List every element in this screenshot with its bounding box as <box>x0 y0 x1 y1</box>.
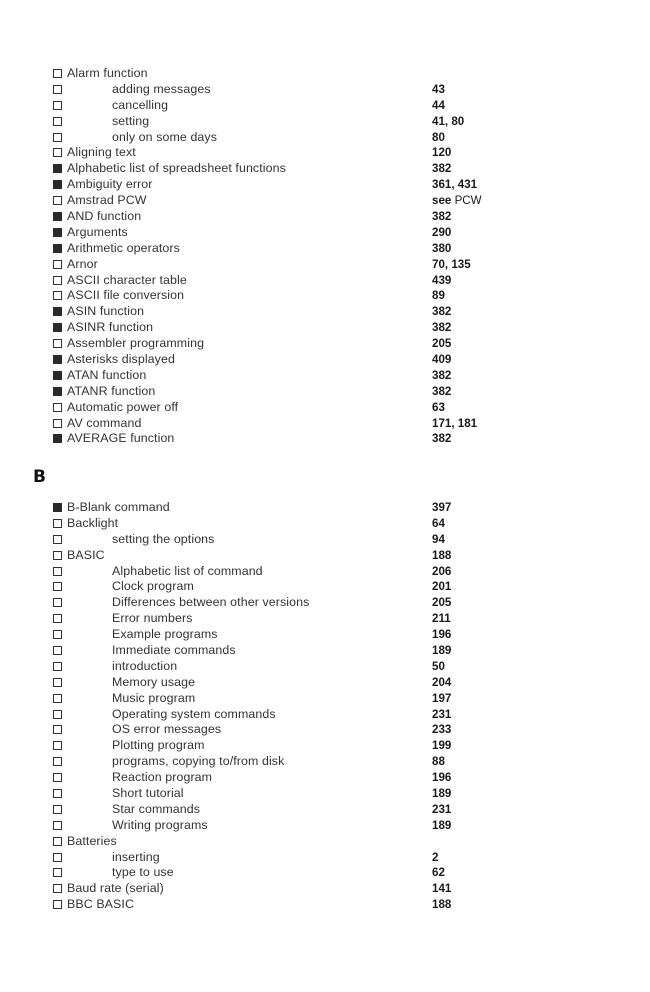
index-subentry <box>50 738 570 754</box>
index-term: Immediate commands <box>112 643 236 658</box>
page-references <box>432 288 445 304</box>
empty-checkbox-icon <box>53 821 62 830</box>
index-subentry <box>50 98 570 114</box>
filled-square-marker-icon <box>53 371 62 380</box>
index-entry <box>50 897 570 913</box>
page-references <box>432 564 451 580</box>
page-references <box>432 802 451 818</box>
index-term: B-Blank command <box>67 500 170 514</box>
empty-checkbox-icon <box>53 678 62 687</box>
index-term: Arnor <box>67 256 98 271</box>
page-numbers: 197 <box>432 691 452 705</box>
index-term: AV command <box>67 415 142 430</box>
index-subentry <box>50 643 570 659</box>
empty-checkbox-icon <box>53 567 62 576</box>
index-entry <box>50 400 570 416</box>
index-entry <box>50 161 570 177</box>
index-entry <box>50 431 570 447</box>
empty-checkbox-icon <box>53 276 62 285</box>
index-term: Arguments <box>67 224 128 239</box>
page-numbers: 380 <box>432 241 452 255</box>
index-entry <box>50 273 570 289</box>
index-term: Alphabetic list of spreadsheet functions <box>67 161 286 176</box>
page-references <box>432 707 451 723</box>
index-term: Arithmetic operators <box>67 240 180 255</box>
empty-checkbox-icon <box>53 646 62 655</box>
index-section-b <box>50 500 570 913</box>
page-numbers: 211 <box>432 612 451 626</box>
page-numbers: 409 <box>432 353 452 367</box>
index-subentry <box>50 659 570 675</box>
page-numbers: 397 <box>432 501 452 514</box>
empty-checkbox-icon <box>53 339 62 348</box>
index-term: Reaction program <box>112 770 213 785</box>
filled-square-marker-icon <box>53 307 62 316</box>
index-entry <box>50 209 570 225</box>
index-term: Amstrad PCW <box>67 193 147 208</box>
index-term: type to use <box>112 865 174 880</box>
page-references <box>432 611 451 627</box>
empty-checkbox-icon <box>53 837 62 846</box>
filled-square-marker-icon <box>53 434 62 443</box>
index-entry <box>50 548 570 564</box>
index-term: Music program <box>112 690 196 705</box>
page-references <box>432 754 445 770</box>
page-numbers: 62 <box>432 866 445 880</box>
page-numbers: 196 <box>432 771 452 785</box>
index-term: cancelling <box>112 97 169 112</box>
page-numbers: 382 <box>432 210 452 224</box>
index-term: AND function <box>67 209 142 224</box>
index-term: Alarm function <box>67 66 148 80</box>
index-subentry <box>50 675 570 691</box>
page-references <box>432 416 477 432</box>
index-term: Operating system commands <box>112 706 276 721</box>
filled-square-marker-icon <box>53 212 62 221</box>
page-references <box>432 595 451 611</box>
index-term: Alphabetic list of command <box>112 563 263 578</box>
index-term: Short tutorial <box>112 786 184 801</box>
page-numbers: 201 <box>432 580 452 594</box>
empty-checkbox-icon <box>53 725 62 734</box>
page-numbers: 43 <box>432 82 445 96</box>
empty-checkbox-icon <box>53 805 62 814</box>
page-numbers: see <box>432 194 452 208</box>
page-numbers: 141 <box>432 882 452 896</box>
filled-square-marker-icon <box>53 387 62 396</box>
page-references <box>432 145 451 161</box>
page-references <box>432 352 451 368</box>
index-subentry <box>50 627 570 643</box>
page-numbers: 2 <box>432 850 439 864</box>
page-numbers: 188 <box>432 548 452 562</box>
index-entry <box>50 352 570 368</box>
index-entry <box>50 881 570 897</box>
index-subentry <box>50 579 570 595</box>
page-references <box>432 643 451 659</box>
index-entry <box>50 336 570 352</box>
page-numbers: 64 <box>432 516 445 530</box>
page-references <box>432 548 451 564</box>
filled-square-marker-icon <box>53 323 62 332</box>
page-numbers: 204 <box>432 675 452 689</box>
index-subentry <box>50 114 570 130</box>
empty-checkbox-icon <box>53 535 62 544</box>
page-references <box>432 193 482 209</box>
empty-checkbox-icon <box>53 133 62 142</box>
index-term: Automatic power off <box>67 399 179 414</box>
page-references <box>432 241 451 257</box>
index-subentry <box>50 595 570 611</box>
page-references <box>432 738 451 754</box>
page-numbers: 199 <box>432 739 452 753</box>
page-references <box>432 579 451 595</box>
index-subentry <box>50 611 570 627</box>
empty-checkbox-icon <box>53 101 62 110</box>
empty-checkbox-icon <box>53 710 62 719</box>
index-term: inserting <box>112 849 160 864</box>
empty-checkbox-icon <box>53 519 62 528</box>
index-entry <box>50 177 570 193</box>
page-numbers: 41, 80 <box>432 114 465 128</box>
index-term: Error numbers <box>112 611 193 626</box>
index-term: Ambiguity error <box>67 177 153 192</box>
page-numbers: 233 <box>432 723 452 737</box>
page-references <box>432 225 451 241</box>
empty-checkbox-icon <box>53 773 62 782</box>
empty-checkbox-icon <box>53 551 62 560</box>
empty-checkbox-icon <box>53 630 62 639</box>
index-term: Plotting program <box>112 738 205 753</box>
index-subentry <box>50 754 570 770</box>
empty-checkbox-icon <box>53 900 62 909</box>
index-subentry <box>50 786 570 802</box>
page-numbers: 189 <box>432 644 452 658</box>
page-numbers: 206 <box>432 564 452 578</box>
page-references <box>432 865 445 881</box>
page-numbers: 171, 181 <box>432 416 478 430</box>
page-references <box>432 786 451 802</box>
filled-square-marker-icon <box>53 503 62 512</box>
index-subentry <box>50 722 570 738</box>
index-entry <box>50 384 570 400</box>
index-entry <box>50 193 570 209</box>
index-term: Aligning text <box>67 145 136 160</box>
empty-checkbox-icon <box>53 117 62 126</box>
page-references <box>432 336 451 352</box>
index-entry <box>50 241 570 257</box>
page-references <box>432 770 451 786</box>
page-numbers: 382 <box>432 432 452 446</box>
filled-square-marker-icon <box>53 180 62 189</box>
index-term: adding messages <box>112 81 211 96</box>
empty-checkbox-icon <box>53 291 62 300</box>
empty-checkbox-icon <box>53 662 62 671</box>
empty-checkbox-icon <box>53 403 62 412</box>
index-entry <box>50 416 570 432</box>
page-numbers: 44 <box>432 98 445 112</box>
index-term: OS error messages <box>112 722 222 737</box>
filled-square-marker-icon <box>53 244 62 253</box>
index-entry <box>50 288 570 304</box>
empty-checkbox-icon <box>53 85 62 94</box>
page-numbers: 361, 431 <box>432 178 478 192</box>
page-references <box>432 257 471 273</box>
index-term: Writing programs <box>112 817 208 832</box>
index-term: Backlight <box>67 515 119 530</box>
page-numbers: 290 <box>432 225 452 239</box>
page-references <box>432 384 451 400</box>
index-subentry <box>50 564 570 580</box>
section-letter-heading: B <box>33 467 46 487</box>
index-entry <box>50 368 570 384</box>
index-term: Baud rate (serial) <box>67 881 164 896</box>
index-term: programs, copying to/from disk <box>112 754 285 769</box>
page-numbers: 382 <box>432 368 452 382</box>
index-term: ASCII character table <box>67 272 187 287</box>
page-numbers: 94 <box>432 532 445 546</box>
page-references <box>432 209 451 225</box>
index-term: setting the options <box>112 531 215 546</box>
page-references <box>432 368 451 384</box>
page-references <box>432 98 445 114</box>
page-references <box>432 82 445 98</box>
index-subentry <box>50 818 570 834</box>
page-references <box>432 818 451 834</box>
index-subentry <box>50 707 570 723</box>
page-references <box>432 675 451 691</box>
index-entry <box>50 304 570 320</box>
index-entry <box>50 834 570 850</box>
index-term: Batteries <box>67 833 117 848</box>
index-subentry <box>50 82 570 98</box>
index-term: Assembler programming <box>67 336 205 351</box>
page-references <box>432 897 451 913</box>
index-term: ASIN function <box>67 304 145 319</box>
page-numbers: 382 <box>432 162 452 176</box>
index-term: ASCII file conversion <box>67 288 185 303</box>
index-term: BASIC <box>67 547 105 562</box>
empty-checkbox-icon <box>53 884 62 893</box>
index-subentry <box>50 865 570 881</box>
page-numbers: 189 <box>432 818 452 832</box>
empty-checkbox-icon <box>53 260 62 269</box>
index-term: only on some days <box>112 129 218 144</box>
index-term: BBC BASIC <box>67 897 135 912</box>
index-term: ATAN function <box>67 367 147 382</box>
index-entry <box>50 225 570 241</box>
page-numbers: 205 <box>432 337 452 351</box>
page-numbers: 231 <box>432 802 452 816</box>
empty-checkbox-icon <box>53 69 62 78</box>
page-numbers: 188 <box>432 898 452 912</box>
filled-square-marker-icon <box>53 228 62 237</box>
page-references <box>432 516 445 532</box>
index-term: setting <box>112 113 150 128</box>
index-term: Memory usage <box>112 674 196 689</box>
index-subentry <box>50 130 570 146</box>
cross-reference-target: PCW <box>451 194 482 208</box>
empty-checkbox-icon <box>53 614 62 623</box>
filled-square-marker-icon <box>53 164 62 173</box>
page-numbers: 196 <box>432 628 452 642</box>
page-numbers: 88 <box>432 755 445 769</box>
filled-square-marker-icon <box>53 355 62 364</box>
index-entry <box>50 145 570 161</box>
index-entry <box>50 500 570 516</box>
index-term: introduction <box>112 658 178 673</box>
index-entry <box>50 257 570 273</box>
index-subentry <box>50 802 570 818</box>
page-references <box>432 722 451 738</box>
page-references <box>432 320 451 336</box>
empty-checkbox-icon <box>53 598 62 607</box>
index-term: ATANR function <box>67 383 156 398</box>
page-references <box>432 161 451 177</box>
empty-checkbox-icon <box>53 868 62 877</box>
empty-checkbox-icon <box>53 789 62 798</box>
page-references <box>432 400 445 416</box>
page-numbers: 80 <box>432 130 445 144</box>
page-references <box>432 532 445 548</box>
empty-checkbox-icon <box>53 741 62 750</box>
empty-checkbox-icon <box>53 419 62 428</box>
page-references <box>432 177 477 193</box>
index-section-a <box>50 66 570 447</box>
page-references <box>432 304 451 320</box>
page-references <box>432 500 451 516</box>
empty-checkbox-icon <box>53 582 62 591</box>
empty-checkbox-icon <box>53 148 62 157</box>
index-subentry <box>50 532 570 548</box>
page-references <box>432 130 445 146</box>
page-references <box>432 114 464 130</box>
index-term: Example programs <box>112 627 218 642</box>
page-references <box>432 659 445 675</box>
page-references <box>432 627 451 643</box>
page-numbers: 439 <box>432 273 452 287</box>
index-term: Clock program <box>112 579 194 594</box>
index-subentry <box>50 691 570 707</box>
index-term: Star commands <box>112 801 201 816</box>
page-numbers: 120 <box>432 146 452 160</box>
page-numbers: 50 <box>432 659 445 673</box>
empty-checkbox-icon <box>53 694 62 703</box>
page-references <box>432 431 451 447</box>
empty-checkbox-icon <box>53 757 62 766</box>
page-references <box>432 850 438 866</box>
page-numbers: 89 <box>432 289 445 303</box>
page-references <box>432 691 451 707</box>
page-numbers: 63 <box>432 400 445 414</box>
index-entry <box>50 66 570 82</box>
index-entry <box>50 320 570 336</box>
empty-checkbox-icon <box>53 853 62 862</box>
empty-checkbox-icon <box>53 196 62 205</box>
page-references <box>432 881 451 897</box>
index-subentry <box>50 850 570 866</box>
page-numbers: 231 <box>432 707 452 721</box>
index-term: AVERAGE function <box>67 431 175 446</box>
page-numbers: 382 <box>432 384 452 398</box>
index-entry <box>50 516 570 532</box>
page-numbers: 205 <box>432 596 452 610</box>
index-term: ASINR function <box>67 320 154 335</box>
page-numbers: 189 <box>432 787 452 801</box>
index-term: Asterisks displayed <box>67 352 175 367</box>
index-subentry <box>50 770 570 786</box>
index-term: Differences between other versions <box>112 595 310 610</box>
page-references <box>432 273 451 289</box>
page-numbers: 382 <box>432 305 452 319</box>
page-numbers: 382 <box>432 321 452 335</box>
page-numbers: 70, 135 <box>432 257 471 271</box>
